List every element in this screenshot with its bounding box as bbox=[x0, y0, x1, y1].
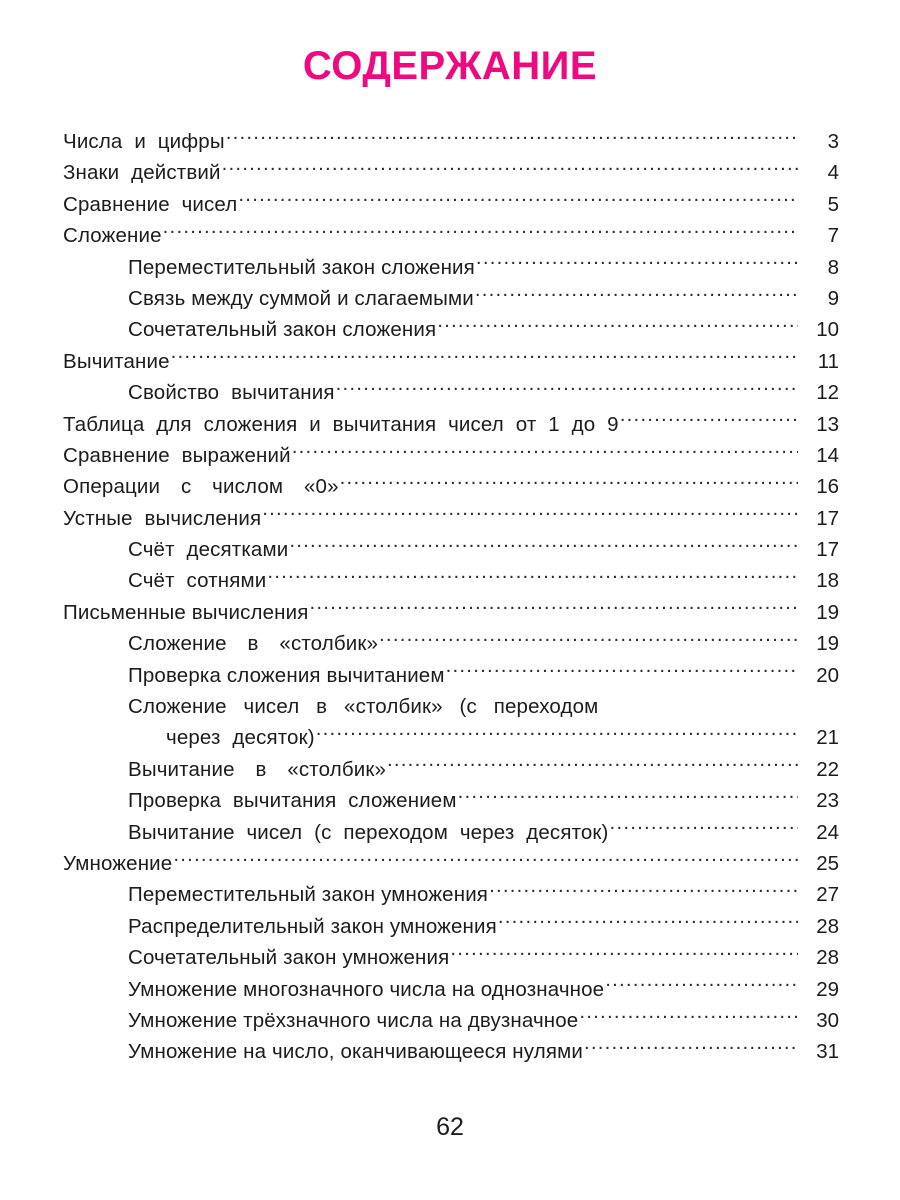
toc-entry-page-number: 23 bbox=[816, 789, 839, 813]
toc-entry[interactable] bbox=[63, 189, 839, 220]
toc-leader-dots bbox=[292, 441, 798, 462]
toc-entry-label: Операции с числом «0» bbox=[63, 475, 339, 499]
toc-entry[interactable] bbox=[63, 879, 839, 910]
toc-entry-page-number: 29 bbox=[816, 977, 839, 1001]
page-folio-number: 62 bbox=[436, 1113, 464, 1141]
toc-entry-page-number: 7 bbox=[827, 224, 839, 248]
toc-leader-dots bbox=[267, 567, 798, 588]
toc-entry-label: Сравнение выражений bbox=[63, 443, 291, 467]
toc-leader-dots bbox=[336, 379, 798, 400]
toc-entry-label: Сочетательный закон умножения bbox=[128, 946, 450, 970]
toc-entry[interactable] bbox=[63, 346, 839, 377]
toc-leader-dots bbox=[222, 159, 798, 180]
toc-entry-label: Умножение трёхзначного числа на двузначное bbox=[128, 1008, 579, 1032]
toc-entry-label: Распределительный закон умножения bbox=[128, 914, 497, 938]
toc-leader-dots bbox=[450, 944, 798, 965]
toc-entry-label: Счёт сотнями bbox=[128, 569, 267, 593]
table-of-contents bbox=[63, 126, 839, 1068]
toc-entry-page-number: 17 bbox=[816, 538, 839, 562]
toc-leader-dots bbox=[163, 222, 798, 243]
toc-entry-label: Умножение на число, оканчивающееся нулями bbox=[128, 1040, 583, 1064]
toc-entry[interactable] bbox=[63, 471, 839, 502]
toc-entry-label: Проверка вычитания сложением bbox=[128, 789, 457, 813]
toc-entry-label: Знаки действий bbox=[63, 161, 221, 185]
toc-entry-page-number: 9 bbox=[827, 286, 839, 310]
toc-leader-dots bbox=[173, 849, 798, 870]
toc-entry-page-number: 19 bbox=[816, 632, 839, 656]
toc-entry-label: Сравнение чисел bbox=[63, 192, 238, 216]
toc-leader-dots bbox=[309, 598, 798, 619]
toc-entry[interactable] bbox=[63, 691, 839, 722]
toc-entry[interactable] bbox=[63, 534, 839, 565]
toc-entry[interactable] bbox=[63, 1005, 839, 1036]
toc-entry[interactable] bbox=[63, 1036, 839, 1067]
toc-entry-page-number: 8 bbox=[827, 255, 839, 279]
toc-entry-label: Умножение многозначного числа на однозначное bbox=[128, 977, 605, 1001]
toc-leader-dots bbox=[476, 253, 798, 274]
toc-leader-dots bbox=[584, 1038, 798, 1059]
toc-entry-page-number: 27 bbox=[816, 883, 839, 907]
toc-entry-page-number: 28 bbox=[816, 946, 839, 970]
toc-entry-page-number: 10 bbox=[816, 318, 839, 342]
toc-entry-page-number: 18 bbox=[816, 569, 839, 593]
toc-entry-label: Счёт десятками bbox=[128, 538, 289, 562]
toc-entry-label: Переместительный закон умножения bbox=[128, 883, 489, 907]
toc-entry-label: Письменные вычисления bbox=[63, 600, 309, 624]
toc-entry-page-number: 4 bbox=[827, 161, 839, 185]
toc-entry[interactable] bbox=[63, 126, 839, 157]
toc-leader-dots bbox=[579, 1006, 798, 1027]
toc-entry-page-number: 31 bbox=[816, 1040, 839, 1064]
toc-entry-label: через десяток) bbox=[166, 726, 315, 750]
toc-leader-dots bbox=[475, 284, 798, 305]
toc-entry-page-number: 24 bbox=[816, 820, 839, 844]
toc-leader-dots bbox=[379, 630, 798, 651]
toc-leader-dots bbox=[489, 881, 798, 902]
toc-entry-label: Переместительный закон сложения bbox=[128, 255, 475, 279]
toc-leader-dots bbox=[316, 724, 798, 745]
toc-entry[interactable] bbox=[63, 660, 839, 691]
toc-entry-page-number: 20 bbox=[816, 663, 839, 687]
toc-entry-page-number: 12 bbox=[816, 381, 839, 405]
toc-entry-label: Вычитание bbox=[63, 349, 170, 373]
toc-leader-dots bbox=[605, 975, 798, 996]
toc-entry-page-number: 28 bbox=[816, 914, 839, 938]
toc-entry-label: Свойство вычитания bbox=[128, 381, 335, 405]
toc-entry[interactable] bbox=[63, 597, 839, 628]
toc-entry[interactable] bbox=[63, 911, 839, 942]
toc-entry[interactable] bbox=[63, 314, 839, 345]
toc-leader-dots bbox=[446, 661, 798, 682]
toc-entry-label: Вычитание чисел (с переходом через десяток) bbox=[128, 820, 609, 844]
toc-entry[interactable] bbox=[63, 440, 839, 471]
toc-leader-dots bbox=[437, 316, 798, 337]
toc-entry[interactable] bbox=[63, 848, 839, 879]
toc-entry[interactable] bbox=[63, 252, 839, 283]
toc-entry-page-number: 30 bbox=[816, 1008, 839, 1032]
toc-leader-dots bbox=[171, 347, 798, 368]
toc-entry-page-number: 19 bbox=[816, 600, 839, 624]
toc-leader-dots bbox=[340, 473, 798, 494]
toc-entry[interactable] bbox=[63, 817, 839, 848]
toc-entry[interactable] bbox=[63, 503, 839, 534]
toc-entry-label: Сложение чисел в «столбик» (с переходом bbox=[128, 695, 599, 719]
toc-entry-page-number: 16 bbox=[816, 475, 839, 499]
toc-entry-label: Сложение в «столбик» bbox=[128, 632, 379, 656]
toc-entry-label: Умножение bbox=[63, 851, 173, 875]
toc-entry[interactable] bbox=[63, 565, 839, 596]
toc-leader-dots bbox=[387, 755, 798, 776]
toc-entry-page-number: 21 bbox=[816, 726, 839, 750]
toc-leader-dots bbox=[262, 504, 798, 525]
toc-entry[interactable] bbox=[63, 974, 839, 1005]
toc-entry-label: Устные вычисления bbox=[63, 506, 262, 530]
toc-entry[interactable] bbox=[63, 220, 839, 251]
page-title: СОДЕРЖАНИЕ bbox=[302, 44, 598, 88]
toc-entry-label: Связь между суммой и слагаемыми bbox=[128, 286, 474, 310]
toc-leader-dots bbox=[610, 818, 798, 839]
toc-leader-dots bbox=[226, 128, 798, 149]
toc-entry[interactable] bbox=[63, 628, 839, 659]
toc-leader-dots bbox=[620, 410, 798, 431]
toc-leader-dots bbox=[289, 536, 798, 557]
toc-entry-label: Таблица для сложения и вычитания чисел от 1 до 9 bbox=[63, 412, 619, 436]
toc-entry-page-number: 5 bbox=[827, 192, 839, 216]
toc-entry[interactable] bbox=[63, 409, 839, 440]
toc-entry[interactable] bbox=[63, 754, 839, 785]
toc-entry-label: Сочетательный закон сложения bbox=[128, 318, 437, 342]
toc-entry[interactable] bbox=[63, 377, 839, 408]
toc-entry[interactable] bbox=[63, 722, 839, 753]
toc-entry-label: Числа и цифры bbox=[63, 130, 225, 153]
toc-entry-label: Вычитание в «столбик» bbox=[128, 757, 386, 781]
toc-entry-page-number: 13 bbox=[816, 412, 839, 436]
toc-entry-page-number: 17 bbox=[816, 506, 839, 530]
toc-leader-dots bbox=[238, 190, 798, 211]
toc-entry[interactable] bbox=[63, 283, 839, 314]
toc-entry-page-number: 3 bbox=[827, 130, 839, 153]
toc-entry-page-number: 25 bbox=[816, 851, 839, 875]
toc-entry[interactable] bbox=[63, 785, 839, 816]
toc-entry[interactable] bbox=[63, 942, 839, 973]
toc-entry-page-number: 11 bbox=[817, 349, 839, 373]
toc-entry-page-number: 14 bbox=[816, 443, 839, 467]
toc-entry-page-number: 22 bbox=[816, 757, 839, 781]
toc-leader-dots bbox=[498, 912, 798, 933]
toc-entry-label: Сложение bbox=[63, 224, 162, 248]
toc-entry-label: Проверка сложения вычитанием bbox=[128, 663, 445, 687]
toc-entry[interactable] bbox=[63, 157, 839, 188]
toc-leader-dots bbox=[458, 787, 798, 808]
